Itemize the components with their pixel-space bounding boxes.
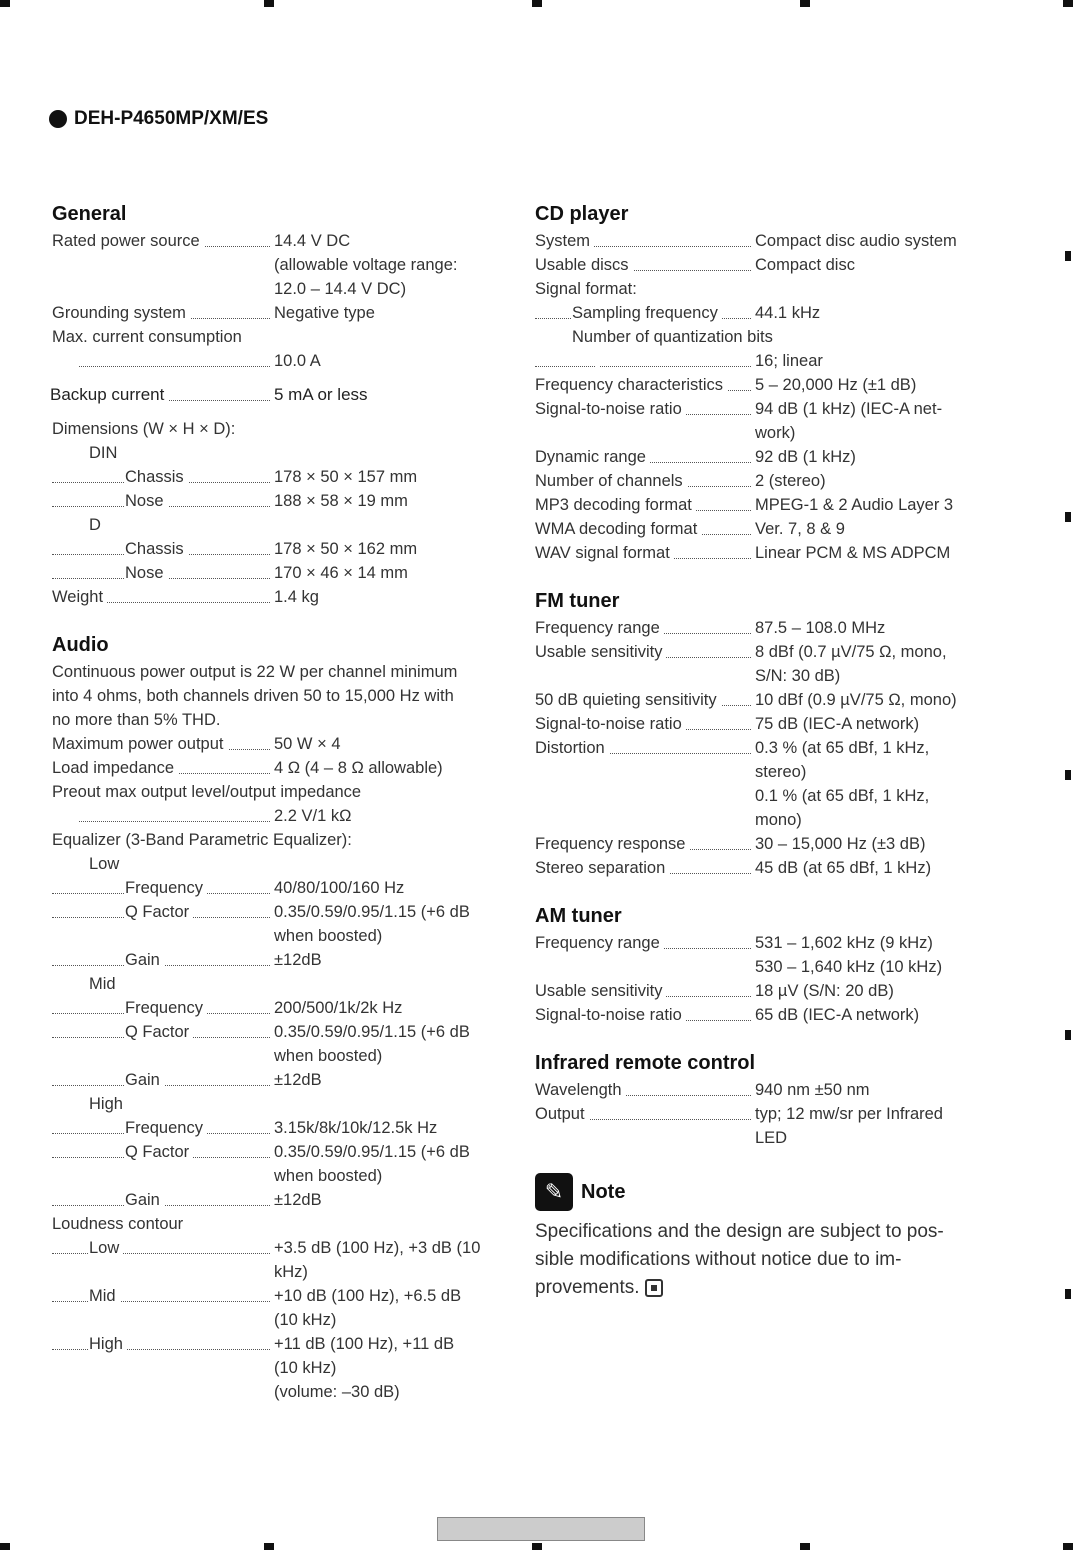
spec-row: Gain ±12dB bbox=[52, 1188, 502, 1212]
spec-row: Output typ; 12 mw/sr per Infrared bbox=[535, 1102, 975, 1126]
spec-heading: Dimensions (W × H × D): bbox=[52, 420, 236, 438]
spec-row: Backup current 5 mA or less bbox=[50, 383, 502, 407]
spec-row: Rated power source 14.4 V DC bbox=[52, 229, 502, 253]
paragraph-line: Continuous power output is 22 W per channel minimum bbox=[52, 663, 458, 681]
spec-row: Sampling frequency 44.1 kHz bbox=[535, 301, 975, 325]
registration-mark bbox=[532, 1543, 542, 1550]
spec-row: Wavelength 940 nm ±50 nm bbox=[535, 1078, 975, 1102]
spec-row: 530 – 1,640 kHz (10 kHz) bbox=[755, 958, 943, 976]
spec-row: Usable sensitivity 8 dBf (0.7 µV/75 Ω, mono, bbox=[535, 640, 975, 664]
registration-mark bbox=[1063, 1543, 1073, 1550]
registration-mark bbox=[800, 0, 810, 7]
registration-mark bbox=[532, 0, 542, 7]
spec-subheading: Low bbox=[89, 855, 120, 873]
spec-row: LED bbox=[755, 1129, 788, 1147]
spec-row: stereo) bbox=[755, 763, 807, 781]
spec-row: Dynamic range 92 dB (1 kHz) bbox=[535, 445, 975, 469]
section-title-fm: FM tuner bbox=[535, 590, 620, 612]
spec-row: when boosted) bbox=[274, 1047, 383, 1065]
spec-row: Nose 188 × 58 × 19 mm bbox=[52, 489, 502, 513]
spec-subheading: DIN bbox=[89, 444, 118, 462]
spec-row: Maximum power output 50 W × 4 bbox=[52, 732, 502, 756]
spec-row: Frequency 200/500/1k/2k Hz bbox=[52, 996, 502, 1020]
registration-mark bbox=[0, 1543, 10, 1550]
spec-subheading: D bbox=[89, 516, 101, 534]
spec-row: Low +3.5 dB (100 Hz), +3 dB (10 bbox=[52, 1236, 502, 1260]
section-title-infrared: Infrared remote control bbox=[535, 1052, 756, 1074]
spec-row: when boosted) bbox=[274, 927, 383, 945]
spec-row: Stereo separation 45 dB (at 65 dBf, 1 kHz) bbox=[535, 856, 975, 880]
spec-row: Mid +10 dB (100 Hz), +6.5 dB bbox=[52, 1284, 502, 1308]
spec-heading: Max. current consumption bbox=[52, 328, 242, 346]
spec-row: Chassis 178 × 50 × 157 mm bbox=[52, 465, 502, 489]
spec-row: 16; linear bbox=[535, 349, 975, 373]
section-title-cd: CD player bbox=[535, 203, 629, 225]
pencil-icon: ✎ bbox=[535, 1173, 573, 1211]
section-title-general: General bbox=[52, 203, 127, 225]
spec-row: Number of channels 2 (stereo) bbox=[535, 469, 975, 493]
spec-row: Load impedance 4 Ω (4 – 8 Ω allowable) bbox=[52, 756, 502, 780]
bullet-icon bbox=[49, 110, 67, 128]
page-header bbox=[49, 108, 268, 130]
registration-mark bbox=[264, 0, 274, 7]
spec-row: Usable sensitivity 18 µV (S/N: 20 dB) bbox=[535, 979, 975, 1003]
spec-heading: Preout max output level/output impedance bbox=[52, 783, 362, 801]
spec-row: Frequency range 87.5 – 108.0 MHz bbox=[535, 616, 975, 640]
spec-row: Frequency 3.15k/8k/10k/12.5k Hz bbox=[52, 1116, 502, 1140]
spec-row: Gain ±12dB bbox=[52, 1068, 502, 1092]
spec-row: Q Factor 0.35/0.59/0.95/1.15 (+6 dB bbox=[52, 1140, 502, 1164]
spec-row: Distortion 0.3 % (at 65 dBf, 1 kHz, bbox=[535, 736, 975, 760]
spec-row: 10.0 A bbox=[52, 349, 502, 373]
spec-row: Chassis 178 × 50 × 162 mm bbox=[52, 537, 502, 561]
registration-mark bbox=[1065, 512, 1071, 522]
registration-mark bbox=[1063, 0, 1073, 7]
spec-row: System Compact disc audio system bbox=[535, 229, 975, 253]
registration-mark bbox=[0, 0, 10, 7]
spec-row: Frequency response 30 – 15,000 Hz (±3 dB) bbox=[535, 832, 975, 856]
spec-row: 2.2 V/1 kΩ bbox=[52, 804, 502, 828]
spec-heading: Equalizer (3-Band Parametric Equalizer): bbox=[52, 831, 352, 849]
note-title: Note bbox=[581, 1181, 626, 1203]
left-column bbox=[52, 200, 502, 1404]
spec-row: MP3 decoding format MPEG-1 & 2 Audio Layer 3 bbox=[535, 493, 975, 517]
spec-subheading: High bbox=[89, 1095, 123, 1113]
spec-row: Grounding system Negative type bbox=[52, 301, 502, 325]
section-title-am: AM tuner bbox=[535, 905, 622, 927]
spec-row: mono) bbox=[755, 811, 802, 829]
spec-row: 0.1 % (at 65 dBf, 1 kHz, bbox=[755, 787, 930, 805]
spec-row: (10 kHz) bbox=[274, 1311, 337, 1329]
spec-subheading: Mid bbox=[89, 975, 116, 993]
spec-heading: Signal format: bbox=[535, 280, 637, 298]
spec-row: Signal-to-noise ratio 75 dB (IEC-A network) bbox=[535, 712, 975, 736]
registration-mark bbox=[264, 1543, 274, 1550]
registration-mark bbox=[800, 1543, 810, 1550]
spec-row: WAV signal format Linear PCM & MS ADPCM bbox=[535, 541, 975, 565]
spec-row: 50 dB quieting sensitivity 10 dBf (0.9 µV/75 Ω, mono) bbox=[535, 688, 975, 712]
spec-row: Signal-to-noise ratio 65 dB (IEC-A network) bbox=[535, 1003, 975, 1027]
spec-row: Q Factor 0.35/0.59/0.95/1.15 (+6 dB bbox=[52, 1020, 502, 1044]
spec-row: WMA decoding format Ver. 7, 8 & 9 bbox=[535, 517, 975, 541]
note-header bbox=[535, 1172, 975, 1212]
spec-heading: Loudness contour bbox=[52, 1215, 184, 1233]
note-text: Specifications and the design are subject to pos- sible modifications without notice due to im- provements. bbox=[535, 1221, 944, 1298]
spec-row: 12.0 – 14.4 V DC) bbox=[274, 280, 407, 298]
spec-row: Frequency range 531 – 1,602 kHz (9 kHz) bbox=[535, 931, 975, 955]
section-title-audio: Audio bbox=[52, 634, 109, 656]
spec-row: Gain ±12dB bbox=[52, 948, 502, 972]
spec-row: kHz) bbox=[274, 1263, 308, 1281]
paragraph-line: into 4 ohms, both channels driven 50 to 15,000 Hz with bbox=[52, 687, 454, 705]
spec-row: Nose 170 × 46 × 14 mm bbox=[52, 561, 502, 585]
registration-mark bbox=[1065, 1030, 1071, 1040]
spec-row: (allowable voltage range: bbox=[274, 256, 458, 274]
spec-row: Q Factor 0.35/0.59/0.95/1.15 (+6 dB bbox=[52, 900, 502, 924]
model-title: DEH-P4650MP/XM/ES bbox=[74, 108, 269, 129]
registration-mark bbox=[1065, 1289, 1071, 1299]
spec-subheading: Number of quantization bits bbox=[572, 328, 773, 346]
spec-row: High +11 dB (100 Hz), +11 dB bbox=[52, 1332, 502, 1356]
spec-row: Frequency characteristics 5 – 20,000 Hz (±1 dB) bbox=[535, 373, 975, 397]
registration-mark bbox=[1065, 770, 1071, 780]
spec-row: Frequency 40/80/100/160 Hz bbox=[52, 876, 502, 900]
spec-row: work) bbox=[755, 424, 796, 442]
page-number-box bbox=[437, 1517, 645, 1541]
spec-row: (volume: –30 dB) bbox=[274, 1383, 400, 1401]
registration-mark bbox=[1065, 251, 1071, 261]
spec-row: Usable discs Compact disc bbox=[535, 253, 975, 277]
spec-row: S/N: 30 dB) bbox=[755, 667, 841, 685]
right-column bbox=[535, 200, 975, 1302]
spec-row: Signal-to-noise ratio 94 dB (1 kHz) (IEC-A net- bbox=[535, 397, 975, 421]
paragraph-line: no more than 5% THD. bbox=[52, 711, 221, 729]
spec-row: when boosted) bbox=[274, 1167, 383, 1185]
spec-row: Weight 1.4 kg bbox=[52, 585, 502, 609]
spec-row: (10 kHz) bbox=[274, 1359, 337, 1377]
end-mark-icon bbox=[645, 1279, 663, 1297]
